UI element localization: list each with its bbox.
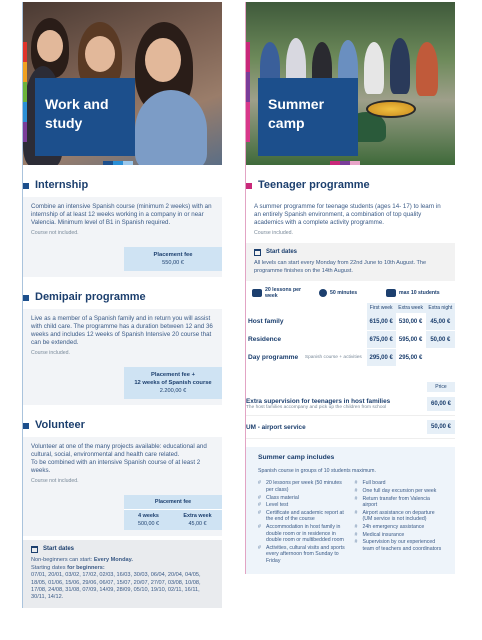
cell: 45,00 €: [426, 313, 455, 331]
volunteer-text2: To be combined with an intensive Spanish course of at least 2 weeks.: [31, 459, 201, 474]
header-first-week: First week: [367, 303, 396, 313]
demipair-card: [23, 309, 222, 363]
teenager-title: Teenager programme: [246, 165, 455, 197]
color-stripe: [23, 42, 27, 142]
group-icon: [386, 289, 396, 297]
volunteer-fee-label: Placement fee: [124, 495, 222, 510]
work-and-study-column: [22, 2, 222, 608]
col1-value: 500,00 €: [138, 521, 159, 527]
row-sub: [303, 331, 367, 349]
price-table: [246, 303, 455, 367]
course-info-row: [252, 287, 449, 299]
list-item: # Certificate and academic report at the end of the course: [258, 510, 347, 523]
hero-title-line2: study: [45, 115, 83, 131]
demipair-text: Live as a member of a Spanish family and in return you will assist with child care. The programme has a duration between 12 and 36 weeks and includes 12 weeks of Spanish Intensive 20 course that can be extended.: [31, 315, 213, 346]
row-sub: [303, 313, 367, 331]
demipair-fee-box: [124, 367, 222, 399]
includes-list-2: [355, 480, 444, 565]
price-header-empty: [246, 303, 303, 313]
max-students-info: [386, 287, 449, 299]
internship-note: Course not included.: [31, 230, 79, 236]
color-stripe-pink: [246, 42, 250, 142]
internship-fee-label: Placement fee: [153, 252, 193, 258]
volunteer-note: Course not included.: [31, 478, 79, 484]
cell: [426, 349, 455, 367]
col2-value: 45,00 €: [188, 521, 207, 527]
price-header: Price: [427, 382, 455, 392]
teenager-text: A summer programme for teenage students (ages 14- 17) to learn in an entirely Spanish environment, a combination of top quality academics with a complete activity programme.: [254, 203, 441, 226]
volunteer-fee-wrap: [23, 491, 222, 536]
beginner-dates: 07/01, 20/01, 03/02, 17/02, 02/03, 16/03, 30/03, 06/04, 20/04, 04/05, 18/05, 01/06, 15/06, 29/06, 06/07, 15/07, 20/07, 27/07, 03/08, 10/08, 17/08, 24/08, 31/08, 07/09, 14/09, 28/09, 05/10, 19/10, 02/11, 16/11, 30/11, 14/12.: [31, 572, 201, 601]
includes-title: Summer camp includes: [258, 454, 335, 462]
list-item: # Supervision by our experienced team of teachers and coordinators: [355, 539, 444, 552]
demipair-note: Course included.: [31, 350, 70, 356]
col2-label: Extra week: [183, 513, 212, 519]
cell: 615,00 €: [367, 313, 396, 331]
row-label: Day programme: [246, 349, 303, 367]
lessons-info: [252, 287, 315, 299]
table-row: [246, 313, 455, 331]
table-row: [246, 331, 455, 349]
volunteer-card: [23, 437, 222, 491]
list-item: # Full board: [355, 480, 444, 487]
hero-title-line1: Work and: [45, 96, 109, 112]
list-item: # Activities, cultural visits and sports every afternoon from Sunday to Friday: [258, 545, 347, 565]
demipair-fee-label-1: Placement fee +: [151, 372, 195, 378]
summer-hero-line1: Summer: [268, 96, 325, 112]
line1-bold: Every Monday.: [93, 557, 133, 564]
airport-value: 50,00 €: [427, 420, 455, 434]
extras-section: [246, 375, 455, 439]
extras-header-row: [246, 375, 455, 393]
row-label: Residence: [246, 331, 303, 349]
volunteer-col-extra: [173, 510, 222, 530]
right-start-text: All levels can start every Monday from 22nd June to 10th August. The programme finishes on the 14th August.: [254, 260, 427, 274]
volunteer-text: Volunteer at one of the many projects available: educational and cultural, social, environmental and health care related.: [31, 443, 207, 458]
clock-icon: [319, 289, 327, 297]
volunteer-title: Volunteer: [23, 405, 222, 437]
internship-text: Combine an intensive Spanish course (minimum 2 weeks) with an internship of at least 12 weeks working in a company in or near Valencia. Minimum level of B1 in Spanish required.: [31, 203, 212, 226]
volunteer-col-4weeks: [124, 510, 173, 530]
paella-pan: [366, 100, 416, 118]
cell: 530,00 €: [396, 313, 426, 331]
summer-camp-column: [245, 2, 455, 574]
row-label: Host family: [246, 313, 303, 331]
right-start-title-row: [254, 249, 447, 256]
internship-card: [23, 197, 222, 243]
left-start-line1: [31, 557, 214, 564]
list-item: # Medical insurance: [355, 532, 444, 539]
left-start-dates: [23, 540, 222, 608]
lessons-text: 20 lessons per week: [264, 287, 302, 300]
line2-prefix: Starting dates: [31, 564, 68, 571]
list-item: # Return transfer from Valencia airport: [355, 496, 444, 509]
calendar-icon: [254, 249, 261, 256]
includes-intro: Spanish course in groups of 10 students maximum.: [258, 467, 376, 474]
price-header-empty-2: [303, 303, 367, 313]
summer-camp-includes: [246, 447, 455, 573]
col1-label: 4 weeks: [138, 513, 159, 519]
book-icon: [252, 289, 262, 297]
minutes-text: 50 minutes: [330, 290, 358, 297]
table-row: [246, 349, 455, 367]
list-item: # 20 lessons per week (50 minutes per class): [258, 480, 347, 493]
supervision-row: [246, 393, 455, 416]
internship-title: Internship: [23, 165, 222, 197]
teenager-card: [246, 197, 455, 243]
hero-title-box: [35, 78, 135, 156]
teenager-note: Course included.: [254, 230, 293, 236]
cell: 595,00 €: [396, 331, 426, 349]
left-start-title-row: [31, 546, 214, 553]
list-item: # Class material: [258, 495, 347, 502]
demipair-title: Demipair programme: [23, 277, 222, 309]
internship-fee-value: 550,00 €: [162, 260, 184, 266]
right-start-dates: [246, 243, 455, 281]
internship-fee-wrap: [23, 243, 222, 277]
demipair-fee-wrap: [23, 363, 222, 405]
list-item: # Airport assistance on departure (UM service is not included): [355, 510, 444, 523]
calendar-icon: [31, 546, 38, 553]
left-start-line2: [31, 565, 214, 572]
cell: 295,00 €: [367, 349, 396, 367]
header-extra-night: Extra night: [426, 303, 455, 313]
supervision-sub: The host families accompany and pick up the children from school: [246, 405, 387, 411]
work-study-hero: [23, 2, 222, 165]
internship-fee-box: [124, 247, 222, 271]
cell: 675,00 €: [367, 331, 396, 349]
airport-row: [246, 416, 455, 439]
line1-prefix: Non-beginners can start:: [31, 557, 94, 564]
airport-title: UM - airport service: [246, 423, 306, 431]
demipair-fee-value: 2.200,00 €: [159, 388, 187, 394]
left-start-title: Start dates: [43, 546, 75, 552]
summer-hero-line2: camp: [268, 115, 305, 131]
list-item: # 24h emergency assistance: [355, 524, 444, 531]
summer-camp-hero: [246, 2, 455, 165]
cell: 295,00 €: [396, 349, 426, 367]
volunteer-fee-table: [124, 495, 222, 530]
list-item: # Level test: [258, 502, 347, 509]
max-text: max 10 students: [399, 290, 440, 297]
includes-columns: [258, 480, 443, 565]
includes-list-1: [258, 480, 347, 565]
header-extra-week: Extra week: [396, 303, 426, 313]
cell: 50,00 €: [426, 331, 455, 349]
supervision-title: Extra supervision for teenagers in host families: [246, 398, 391, 406]
demipair-fee-label-2: 12 weeks of Spanish course: [134, 380, 212, 386]
summer-hero-box: [258, 78, 358, 156]
list-item: # One full day excursion per week: [355, 488, 444, 495]
list-item: # Accommodation in host family in double room or in residence in double room or multibedded room: [258, 524, 347, 544]
supervision-value: 60,00 €: [427, 397, 455, 411]
line2-bold: for beginners:: [67, 564, 105, 571]
minutes-info: [319, 287, 382, 299]
supervision-text: [246, 398, 390, 410]
right-start-title: Start dates: [266, 249, 298, 255]
row-sub: Spanish course + activities: [303, 349, 367, 367]
